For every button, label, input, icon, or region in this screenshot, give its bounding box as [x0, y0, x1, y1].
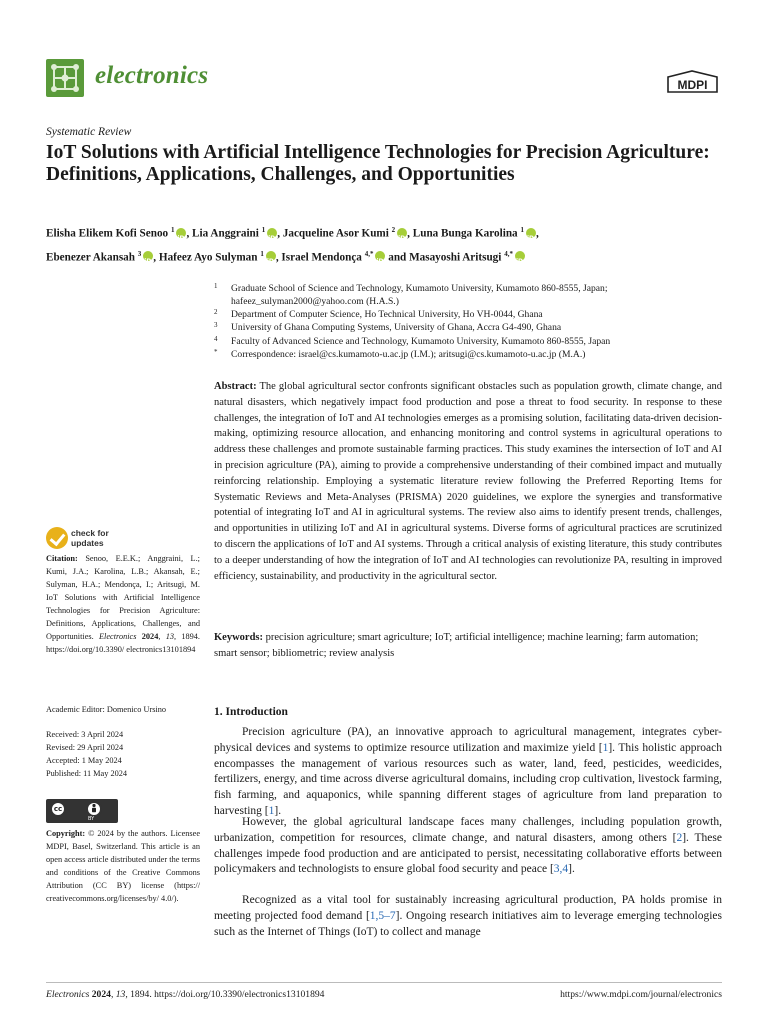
citation-block: Citation: Senoo, E.E.K.; Anggraini, L.; Kumi, J.A.; Karolina, L.B.; Akansah, E.; Sulyman, H.A.; Mendonça, I.; Aritsugi, M. IoT Solutions with Artificial Intelligence Technologies for Precision Agriculture: Definitions, Applications, Challenges, and Opportunities. Electronics 2024, 13, 1894. https://doi.org/10.3390/ electronics13101894: [46, 554, 200, 654]
check-icon: [46, 527, 68, 549]
footer-year: 2024: [91, 989, 111, 1000]
citation-label: Citation:: [46, 554, 78, 563]
author-affiliation-mark: 1: [261, 226, 266, 234]
orcid-icon[interactable]: [526, 228, 536, 238]
mdpi-logo[interactable]: [664, 69, 721, 96]
author-affiliation-mark: 4,*: [364, 249, 374, 258]
citation-year: 2024: [141, 632, 159, 641]
reference-link[interactable]: 2: [676, 831, 683, 844]
author-name: Israel Mendonça: [281, 251, 362, 264]
author-name: Elisha Elikem Kofi Senoo: [46, 227, 169, 240]
author-name: Ebenezer Akansah: [46, 251, 135, 264]
revised-date: Revised: 29 April 2024: [46, 743, 124, 752]
paragraph-text: ].: [568, 863, 575, 876]
publisher-name: MDPI: [677, 78, 708, 92]
paragraph-text: ]. These challenges impede food production and are anticipated to persist, necessitating collaborative efforts between policymakers and technologists to ensure global food security and peace [: [214, 831, 722, 876]
creative-commons-icon: cc: [50, 801, 66, 817]
intro-paragraph-2: [214, 815, 722, 878]
paragraph-text: However, the global agricultural landscape faces many challenges, including population growth, urbanization, competition for resources, climate change, and natural disasters, among others [: [214, 816, 722, 844]
intro-paragraph-3: [214, 893, 722, 940]
author-separator: ,: [277, 227, 283, 240]
citation-journal: Electronics: [98, 632, 137, 641]
footer-doi-link[interactable]: , 1894. https://doi.org/10.3390/electronics13101894: [125, 989, 325, 1000]
keywords-label: Keywords:: [214, 632, 263, 643]
affiliation-mark: 3: [214, 321, 218, 329]
reference-link[interactable]: 3,4: [553, 863, 569, 876]
author-line-2: [46, 244, 736, 268]
check-label-line1: check for: [71, 528, 109, 538]
attribution-person-icon: [86, 801, 102, 817]
received-date: Received: 3 April 2024: [46, 730, 124, 739]
footer-citation: Electronics 2024, 13, 1894. https://doi.org/10.3390/electronics13101894: [46, 989, 325, 1000]
copyright-label: Copyright:: [46, 829, 86, 838]
author-name: Lia Anggraini: [192, 227, 259, 240]
affiliation-text: University of Ghana Computing Systems, University of Ghana, Accra G4-490, Ghana: [231, 322, 562, 333]
author-line-1: [46, 220, 736, 244]
cc-by-label: BY: [88, 816, 95, 822]
copyright-notice: [46, 827, 200, 905]
affiliation-text: Department of Computer Science, Ho Technical University, Ho VH-0044, Ghana: [231, 309, 543, 320]
section-heading-introduction: 1. Introduction: [214, 706, 288, 718]
keywords-text: precision agriculture; smart agriculture; IoT; artificial intelligence; machine learning; farm automation; smart sensor; bibliometric; review analysis: [214, 632, 699, 659]
academic-editor: Academic Editor: Domenico Ursino: [46, 705, 167, 714]
cc-by-license-badge[interactable]: [46, 799, 118, 823]
author-affiliation-mark: 1: [170, 226, 175, 234]
citation-volume: 13: [165, 632, 174, 641]
author-name: Hafeez Ayo Sulyman: [158, 251, 258, 264]
author-affiliation-mark: 2: [391, 226, 396, 234]
orcid-icon[interactable]: [397, 228, 407, 238]
affiliation-text: Graduate School of Science and Technology, Kumamoto University, Kumamoto 860-8555, Japan; hafeez_sulyman2000@yahoo.com (H.A.S.): [231, 283, 608, 307]
article-type: Systematic Review: [46, 126, 132, 138]
orcid-icon[interactable]: [143, 251, 153, 261]
author-affiliation-mark: 1: [260, 249, 264, 258]
orcid-icon[interactable]: [266, 251, 276, 261]
affiliation-mark: *: [214, 348, 218, 356]
orcid-icon[interactable]: [267, 228, 277, 238]
accepted-date: Accepted: 1 May 2024: [46, 756, 122, 765]
affiliation-text: Correspondence: israel@cs.kumamoto-u.ac.jp (I.M.); aritsugi@cs.kumamoto-u.ac.jp (M.A.): [231, 349, 586, 360]
paragraph-text: ].: [274, 804, 282, 817]
affiliation-mark: 1: [214, 282, 218, 290]
paragraph-text: Precision agriculture (PA), an innovative approach to agricultural management, integrates cyber-physical devices and systems to optimize resource utilization and maximize yield [: [214, 726, 722, 754]
paragraph-text: Recognized as a vital tool for sustainably increasing agricultural production, PA holds promise in meeting projected food demand [: [214, 894, 722, 922]
copyright-text: © 2024 by the authors. Licensee MDPI, Basel, Switzerland. This article is an open access article distributed under the terms and conditions of the Creative Commons Attribution (CC BY) license (https:// creativecommons.org/licenses/by/ 4.0/).: [46, 829, 200, 903]
keywords: [214, 630, 722, 662]
footer-volume: 13: [115, 989, 126, 1000]
affiliation-mark: 4: [214, 335, 218, 343]
abstract-text: The global agricultural sector confronts significant obstacles such as population growth, climate change, and natural disasters, which negatively impact food production and pose a threat to food security. In response to these challenges, the integration of IoT and AI technologies emerges as a promising solution, facilitating data-driven decision-making, optimizing resource allocation, and enhancing monitoring and control systems in agricultural operations to address these challenges and promote sustainable farming practices. This study examines the intersection of IoT and AI in precision agriculture (PA), aiming to provide a comprehensive understanding of their combined impact and mutually reinforcing relationship. Employing a systematic literature review following the Preferred Reporting Items for Systematic Reviews and Meta-Analyses (PRISMA) 2020 guidelines, we explore the synergies and transformative potential of integrating IoT and AI in agricultural systems. The review also aims to identify present trends, challenges, and opportunities in utilizing IoT and AI in agricultural systems. Diverse forms of agricultural practices are scrutinized to discern the applications of IoT and AI systems. Through a critical analysis of existing literature, this study contributes to a deeper understanding of how the integration of IoT and AI technologies can revolutionize PA, resulting in improved efficiency, sustainability, and productivity in the agricultural sector.: [214, 381, 723, 582]
author-separator: ,: [153, 251, 159, 264]
abstract: [214, 379, 722, 584]
author-separator: and: [385, 251, 410, 264]
author-list: [46, 220, 736, 267]
author-separator: ,: [535, 227, 539, 240]
check-label-line2: updates: [71, 538, 104, 548]
author-affiliation-mark: 4,*: [504, 249, 513, 258]
footer-journal-url[interactable]: https://www.mdpi.com/journal/electronics: [560, 989, 722, 1000]
check-for-updates-button[interactable]: [46, 527, 136, 549]
reference-link[interactable]: 1: [602, 741, 609, 754]
orcid-icon[interactable]: [375, 251, 385, 261]
author-affiliation-mark: 3: [137, 249, 142, 258]
article-title: IoT Solutions with Artificial Intelligence Technologies for Precision Agriculture: Definitions, Applications, Challenges, and Opportunities: [46, 142, 710, 185]
journal-name[interactable]: electronics: [95, 62, 209, 89]
intro-paragraph-1: [214, 725, 722, 820]
orcid-icon[interactable]: [176, 228, 186, 238]
paragraph-text: ]. Ongoing research initiatives aim to leverage emerging technologies such as the Internet of Things (IoT) to collect and manage: [214, 909, 723, 938]
citation-doi-link[interactable]: 1894. https://doi.org/10.3390/ electronics13101894: [46, 632, 200, 654]
published-date: Published: 11 May 2024: [46, 769, 128, 778]
journal-logo-icon: [46, 59, 84, 97]
footer-rule: [46, 982, 722, 983]
affiliation-mark: 2: [214, 308, 218, 316]
footer-journal: Electronics: [46, 989, 90, 1000]
author-separator: ,: [275, 251, 282, 264]
reference-link[interactable]: 1: [268, 804, 275, 817]
author-affiliation-mark: 1: [520, 226, 524, 234]
author-separator: ,: [407, 227, 413, 240]
paragraph-text: ]. This holistic approach encompasses the management of various resources such as water, land, feed, pesticides, weedicides, fertilizers, energy, and time across diverse agricultural domains, including crop cultivation, livestock farming, fish farming, and aquaponics, while spanning different stages of agriculture from land preparation to harvesting [: [214, 741, 722, 817]
author-name: Jacqueline Asor Kumi: [282, 227, 389, 240]
author-name: Luna Bunga Karolina: [412, 227, 518, 240]
citation-text: Senoo, E.E.K.; Anggraini, L.; Kumi, J.A.; Karolina, L.B.; Akansah, E.; Sulyman, H.A.; Mendonça, I.; Aritsugi, M. IoT Solutions with Artificial Intelligence Technologies for Precision Agriculture: Definitions, Applications, Challenges, and Opportunities.: [46, 554, 200, 641]
orcid-icon[interactable]: [515, 251, 525, 261]
reference-link[interactable]: 1,5–7: [369, 909, 396, 922]
abstract-label: Abstract:: [214, 381, 257, 392]
author-name: Masayoshi Aritsugi: [409, 251, 502, 264]
affiliation-text: Faculty of Advanced Science and Technology, Kumamoto University, Kumamoto 860-8555, Japan: [231, 336, 611, 347]
check-for-updates-label: [71, 528, 109, 548]
author-separator: ,: [186, 227, 193, 240]
